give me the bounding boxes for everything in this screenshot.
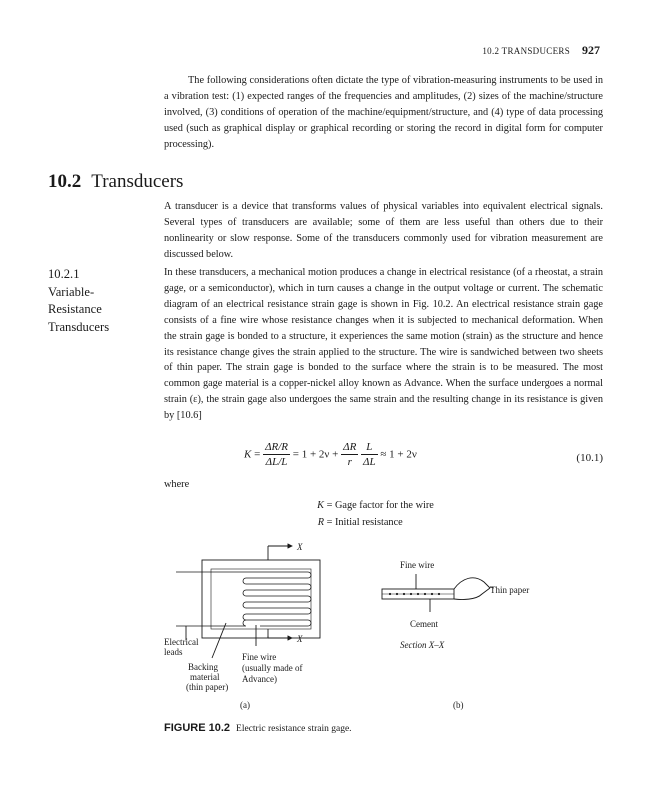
label-backing-material: Backing material (thin paper) — [186, 662, 229, 692]
figure-caption-label: FIGURE 10.2 — [164, 722, 231, 734]
label-x-bottom: X — [297, 634, 303, 644]
label-cement: Cement — [410, 619, 438, 629]
def-text: = Gage factor for the wire — [326, 500, 434, 511]
definition-row — [310, 514, 434, 531]
section-number: 10.2 — [48, 171, 82, 192]
eq-frac2-num: ΔR — [343, 441, 357, 453]
eq-tail: ≈ 1 + 2ν — [380, 448, 417, 461]
label-section: Section X–X — [400, 640, 445, 650]
def-symbol: R — [317, 517, 324, 528]
paper-flap-bottom — [454, 588, 490, 599]
grid-wire — [176, 572, 311, 626]
paper-flap-top — [454, 578, 490, 589]
equation-10-1: K = $\frac{\Delta R/R}{\Delta L/L}$ = 1 + 2ν + $\frac{\Delta R}{r}$ $\frac{L}{\Delta L}$ ≈ 1 + 2ν (10.1) — [244, 441, 603, 468]
eq-fraction-2 — [341, 440, 358, 469]
equation-number: (10.1) — [576, 452, 603, 464]
definitions — [310, 497, 434, 531]
eq-frac2-den: r — [347, 456, 352, 468]
eq-frac3-den: ΔL — [363, 456, 376, 468]
subsection-number: 10.2.1 — [48, 267, 80, 281]
strain-gage-diagram — [160, 538, 610, 718]
subsection-title-line: Variable- — [48, 284, 95, 299]
def-text: = Initial resistance — [326, 517, 403, 528]
panel-b — [382, 574, 494, 612]
section-title: Transducers — [91, 171, 184, 192]
where-label: where — [164, 479, 190, 490]
label-x-top: X — [297, 542, 303, 552]
subsection-heading — [48, 266, 158, 337]
def-symbol: K — [317, 500, 324, 511]
eq-fraction-3 — [361, 440, 378, 469]
eq-frac1-num: ΔR/R — [265, 441, 289, 453]
figure-caption — [164, 722, 352, 734]
intro-paragraph — [164, 73, 603, 153]
intro-paragraph-text: The following considerations often dictate the type of vibration-measuring instruments to be used in a vibration test: (1) expected ranges of the frequencies and amplitudes, (2) sizes of the machine/structure involved, (3) conditions of operation of the machine/equipment/structure, and (4) type of data processing used (such as graphical display or graphical recording or storing the record in digital form for computer processing). — [164, 75, 603, 150]
label-electrical-leads: Electrical leads — [164, 637, 199, 657]
section-heading — [48, 171, 183, 193]
section-paragraph: A transducer is a device that transforms values of physical variables into equivalent electrical signals. Several types of transducers are available; some of them are less useful than others due to their nonlinearity or slow response. Some of the transducers commonly used for vibration measurement are discussed below. — [164, 201, 603, 260]
running-head-section: 10.2 TRANSDUCERS — [482, 46, 570, 56]
label-thin-paper: Thin paper — [490, 585, 530, 595]
eq-frac3-num: L — [361, 440, 378, 455]
backing-leader — [212, 623, 226, 658]
figure-10-2 — [160, 538, 610, 718]
label-fine-wire-right: Fine wire — [400, 560, 435, 570]
definition-row — [310, 497, 434, 514]
eq-lhs: K — [244, 448, 252, 461]
subsection-paragraph: In these transducers, a mechanical motion produces a change in electrical resistance (of a rheostat, a strain gage, or a semiconductor), which in turn causes a change in the output voltage or current. The schematic diagram of an electrical resistance strain gage is shown in Fig. 10.2. An electrical resistance strain gage consists of a fine wire whose resistance changes when it is subjected to mechanical deformation. When the strain gage is bonded to a structure, it experiences the same motion (strain) as the structure and hence its resistance change gives the strain applied to the structure. The wire is sandwiched between two sheets of thin paper. The strain gage is bonded to the surface where the strain is to be measured. The most common gage material is a copper-nickel alloy known as Advance. When the surface undergoes a normal strain (ε), the strain gage also undergoes the same strain and the resulting change in its resistance is given by [10.6] — [164, 267, 603, 422]
eq-fraction-1 — [263, 440, 290, 469]
figure-caption-text: Electric resistance strain gage. — [236, 724, 352, 734]
eq-frac1-den: ΔL/L — [265, 456, 288, 468]
label-fine-wire-left: Fine wire (usually made of Advance) — [242, 652, 303, 684]
eq-mid: = 1 + 2ν + — [292, 448, 339, 461]
page-number: 927 — [582, 43, 600, 57]
label-sub-b: (b) — [453, 700, 464, 710]
subsection-title-line: Resistance — [48, 302, 102, 317]
running-head — [460, 43, 600, 58]
label-sub-a: (a) — [240, 700, 250, 710]
subsection-title-line: Transducers — [48, 320, 110, 335]
